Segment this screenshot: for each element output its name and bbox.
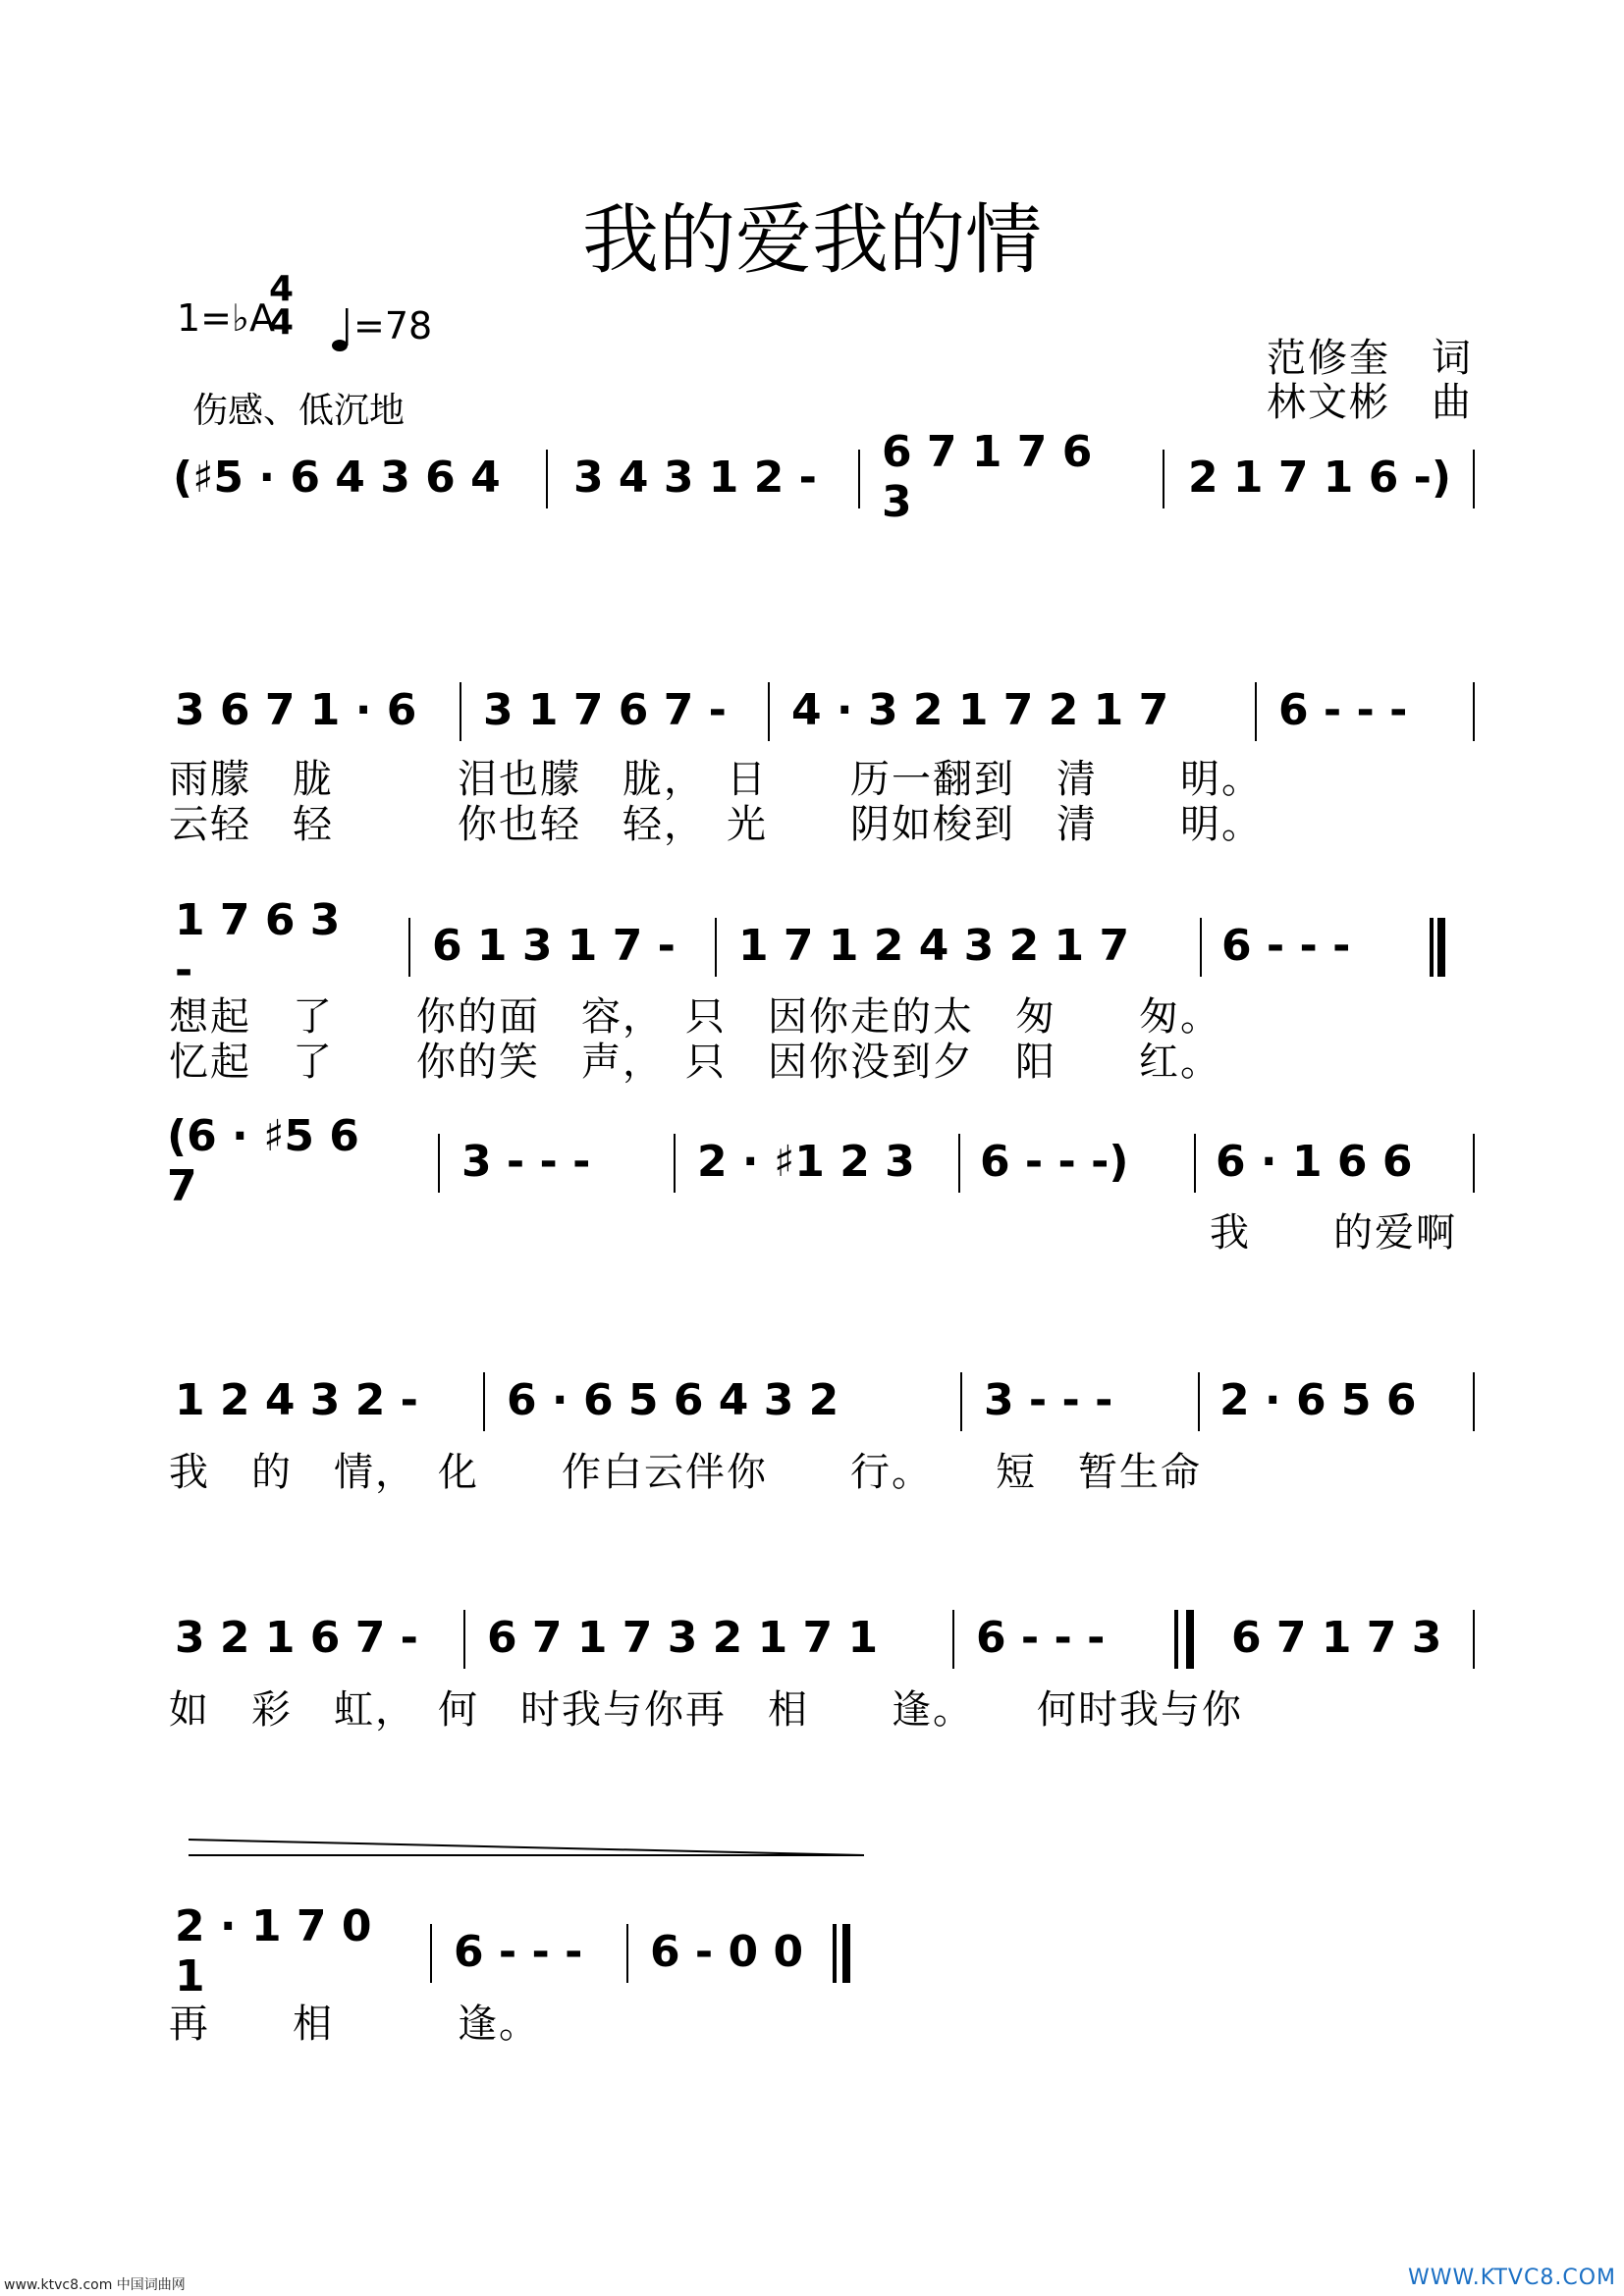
measure: 4 · 3 2 1 7 2 1 7: [791, 684, 1169, 735]
repeat-barline-thin: [1174, 1610, 1178, 1669]
time-signature: 4 4: [269, 269, 295, 343]
measure: (♯5 · 6 4 3 6 4: [173, 452, 501, 503]
measure: 6 7 1 7 3: [1231, 1612, 1442, 1663]
site-watermark-left: www.ktvc8.com 中国词曲网: [4, 2277, 186, 2293]
measure: 2 · 1 7 0 1: [175, 1901, 372, 2002]
measure: 3 4 3 1 2 -: [573, 452, 817, 503]
bar-line: [430, 1924, 432, 1983]
measure: 6 7 1 7 6 3: [882, 427, 1093, 527]
bar-line: [546, 450, 548, 508]
bar-line: [1473, 682, 1475, 741]
bar-line: [626, 1924, 628, 1983]
repeat-barline-thick: [1437, 918, 1445, 977]
measure: 6 1 3 1 7 -: [432, 920, 676, 971]
bar-line: [768, 682, 770, 741]
key-signature: 1=♭A: [177, 296, 275, 340]
measure: 6 - - -): [980, 1136, 1129, 1187]
site-watermark-right: WWW.KTVC8.COM: [1408, 2266, 1616, 2290]
measure: 2 1 7 1 6 -): [1188, 452, 1452, 503]
measure: 1 2 4 3 2 -: [175, 1374, 418, 1425]
bar-line: [1473, 1134, 1475, 1193]
bar-line: [1200, 918, 1202, 977]
ending-bracket: [189, 1838, 866, 1865]
measure: 3 - - -: [461, 1136, 591, 1187]
measure: 2 · 6 5 6: [1219, 1374, 1417, 1425]
bar-line: [1194, 1134, 1196, 1193]
measure: 6 - - -: [1221, 920, 1351, 971]
score-line-6: [0, 1610, 1624, 1679]
bar-line: [1255, 682, 1257, 741]
measure: (6 · ♯5 6 7: [167, 1111, 359, 1211]
lyric-verse-2: 云轻 轻 你也轻 轻， 光 阴如梭到 清 明。: [169, 802, 1263, 847]
lyric-line: 我 的 情， 化 作白云伴你 行。 短 暂生命: [169, 1450, 1202, 1495]
lyric-verse-1: 想起 了 你的面 容， 只 因你走的太 匆 匆。: [169, 994, 1221, 1040]
bar-line: [438, 1134, 440, 1193]
score-line-2: [0, 682, 1624, 751]
measure: 1 7 1 2 4 3 2 1 7: [738, 920, 1130, 971]
bar-line: [1473, 1610, 1475, 1669]
score-line-5: [0, 1372, 1624, 1441]
lyricist-credit: 范修奎 词: [1267, 336, 1473, 381]
lyric-line: 再 相 逢。: [169, 2002, 540, 2047]
bar-line: [460, 682, 461, 741]
measure: 6 - - -: [454, 1926, 583, 1977]
repeat-barline-thick: [1186, 1610, 1194, 1669]
measure: 6 · 6 5 6 4 3 2: [507, 1374, 839, 1425]
measure: 2 · ♯1 2 3: [697, 1136, 915, 1187]
score-line-3: [0, 895, 1624, 995]
bar-line: [952, 1610, 954, 1669]
score-line-4: [0, 1111, 1624, 1211]
lyric-verse-2: 忆起 了 你的笑 声， 只 因你没到夕 阳 红。: [169, 1040, 1221, 1085]
tempo-marking: =78: [353, 304, 433, 347]
mood-marking: 伤感、低沉地: [192, 391, 406, 431]
measure: 6 - 0 0: [650, 1926, 804, 1977]
measure: 6 7 1 7 3 2 1 7 1: [487, 1612, 879, 1663]
final-barline-thick: [842, 1924, 850, 1983]
final-barline-thin: [833, 1924, 837, 1983]
bar-line: [674, 1134, 676, 1193]
composer-credit: 林文彬 曲: [1267, 380, 1473, 425]
bar-line: [958, 1134, 960, 1193]
bar-line: [463, 1610, 465, 1669]
measure: 6 - - -: [1278, 684, 1408, 735]
measure: 3 1 7 6 7 -: [483, 684, 727, 735]
bar-line: [1473, 450, 1475, 508]
measure: 6 - - -: [976, 1612, 1106, 1663]
measure: 3 - - -: [984, 1374, 1113, 1425]
score-line-7: [0, 1901, 1624, 2002]
lyric-verse-1: 雨朦 胧 泪也朦 胧， 日 历一翻到 清 明。: [169, 757, 1263, 802]
quarter-note-icon: [332, 306, 355, 357]
lyric-line: 我 的爱啊: [1210, 1210, 1457, 1255]
bar-line: [408, 918, 410, 977]
bar-line: [1163, 450, 1164, 508]
bar-line: [858, 450, 860, 508]
measure: 3 6 7 1 · 6: [175, 684, 417, 735]
bar-line: [1473, 1372, 1475, 1431]
bar-line: [960, 1372, 962, 1431]
bar-line: [483, 1372, 485, 1431]
page-title: 我的爱我的情: [581, 196, 1042, 285]
bar-line: [715, 918, 717, 977]
measure: 6 · 1 6 6: [1216, 1136, 1413, 1187]
lyric-line: 如 彩 虹， 何 时我与你再 相 逢。 何时我与你: [169, 1687, 1243, 1733]
score-line-1: [0, 427, 1624, 527]
repeat-barline-thin: [1430, 918, 1434, 977]
measure: 1 7 6 3 -: [175, 895, 341, 995]
measure: 3 2 1 6 7 -: [175, 1612, 418, 1663]
bar-line: [1198, 1372, 1200, 1431]
